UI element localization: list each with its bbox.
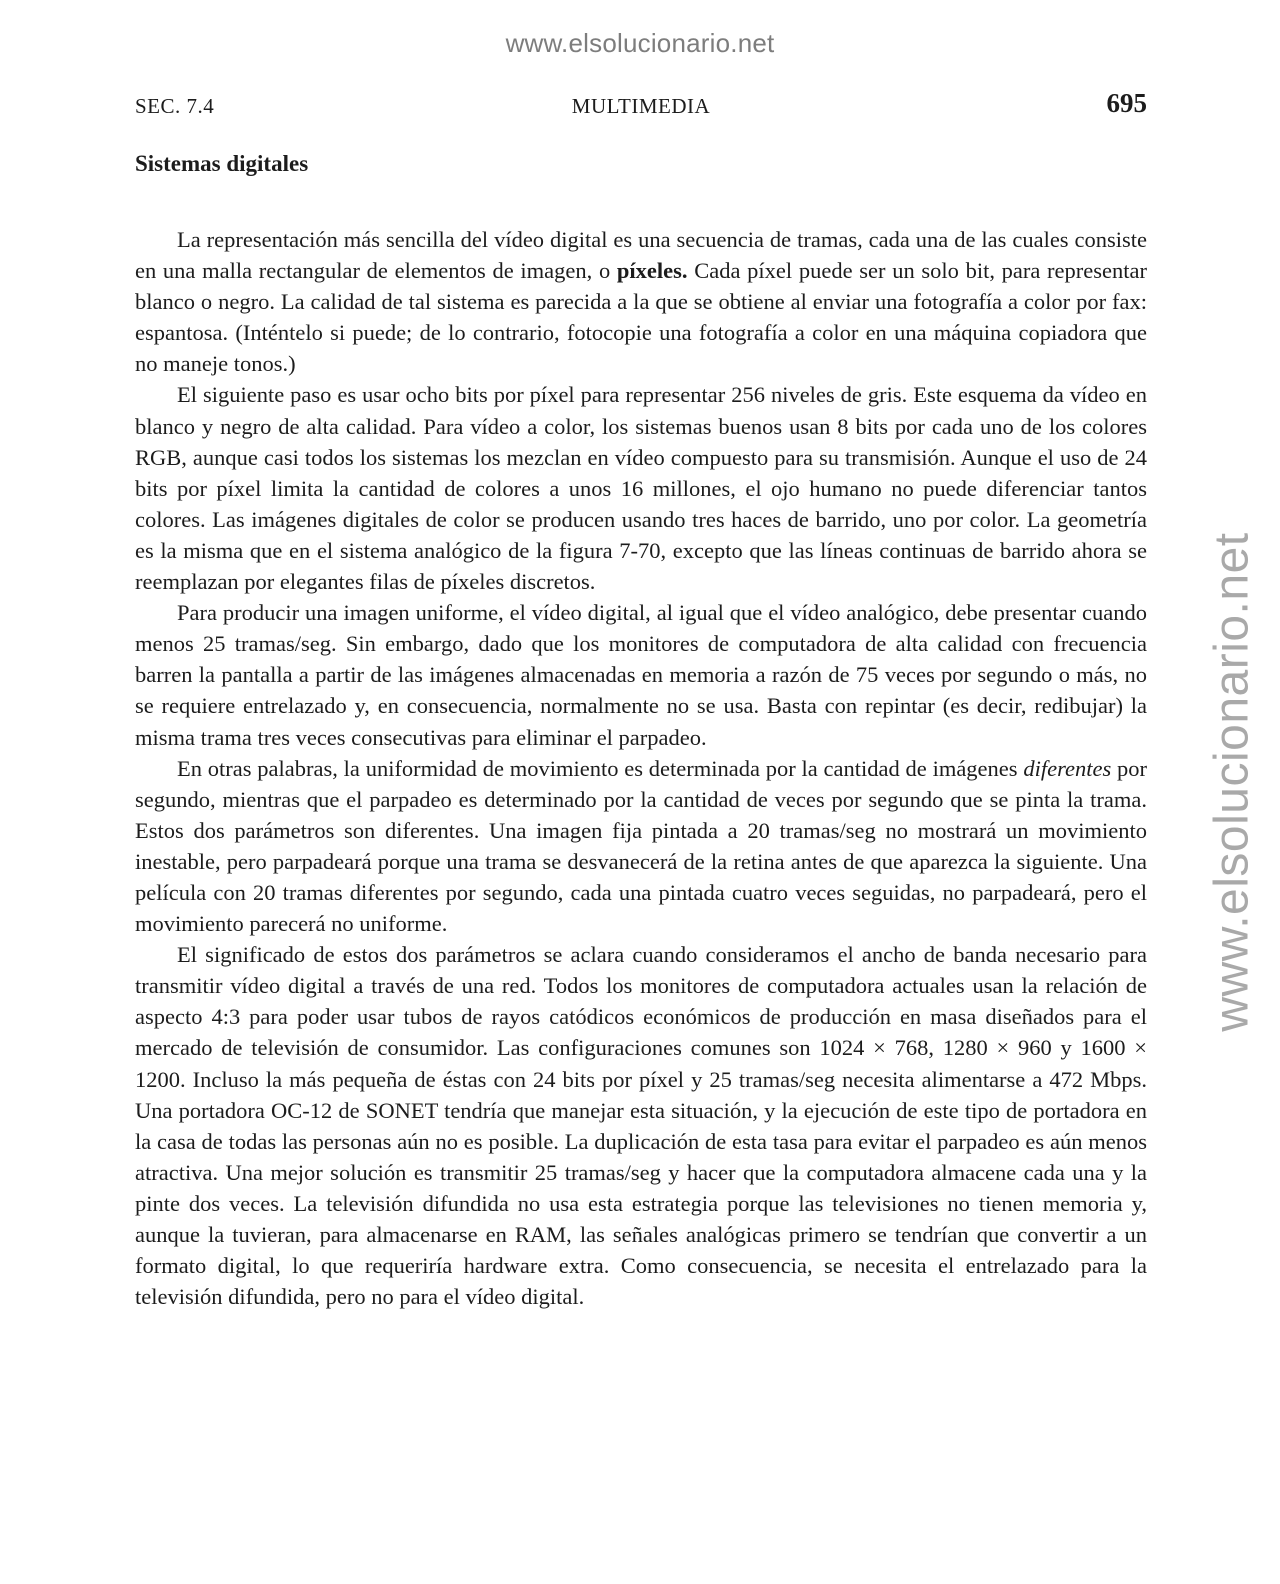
paragraph-2: El siguiente paso es usar ocho bits por píxel para representar 256 niveles de gris. Este esquema da vídeo en blanco y negro de alta calidad. Para vídeo a color, los sistemas buenos usan 8 bits por cada uno de los colores RGB, aunque casi todos los sistemas los mezclan en vídeo compuesto para su transmisión. Aunque el uso de 24 bits por píxel limita la cantidad de colores a unos 16 millones, el ojo humano no puede diferenciar tantos colores. Las imágenes digitales de color se producen usando tres haces de barrido, uno por color. La geometría es la misma que en el sistema analógico de la figura 7-70, excepto que las líneas continuas de barrido ahora se reemplazan por elegantes filas de píxeles discretos. xyxy=(135,382,1147,595)
running-head xyxy=(135,88,1147,128)
section-number: SEC. 7.4 xyxy=(135,94,215,118)
paragraph-1 xyxy=(135,224,1147,379)
section-heading: Sistemas digitales xyxy=(135,151,309,176)
paragraph-1-text-c: Cada píxel puede ser un solo bit, para representar blanco o negro. La calidad de tal sistema es parecida a la que se obtiene al enviar una fotografía a color por fax: espantosa. (Inténtelo si puede; de lo contrario, fotocopie una fotografía a color en una máquina copiadora que no maneje tonos.) xyxy=(135,258,1147,377)
paragraph-4-text-c: por segundo, mientras que el parpadeo es determinado por la cantidad de veces por segundo que se pinta la trama. Estos dos parámetros son diferentes. Una imagen fija pintada a 20 tramas/seg no mostrará un movimiento inestable, pero parpadeará porque una trama se desvanecerá de la retina antes de que aparezca la siguiente. Una película con 20 tramas diferentes por segundo, cada una pintada cuatro veces seguidas, no parpadeará, pero el movimiento parecerá no uniforme. xyxy=(135,755,1147,937)
paragraph-4-text-a: En otras palabras, la uniformidad de movimiento es determinada por la cantidad de imágenes xyxy=(177,755,1024,781)
paragraph-5: El significado de estos dos parámetros se aclara cuando consideramos el ancho de banda necesario para transmitir vídeo digital a través de una red. Todos los monitores de computadora actuales usan la relación de aspecto 4:3 para poder usar tubos de rayos catódicos económicos de producción en masa diseñados para el mercado de televisión de consumidor. Las configuraciones comunes son 1024 × 768, 1280 × 960 y 1600 × 1200. Incluso la más pequeña de éstas con 24 bits por píxel y 25 tramas/seg necesita alimentarse a 472 Mbps. Una portadora OC-12 de SONET tendría que manejar esta situación, y la ejecución de este tipo de portadora en la casa de todas las personas aún no es posible. La duplicación de esta tasa para evitar el parpadeo es aún menos atractiva. Una mejor solución es transmitir 25 tramas/seg y hacer que la computadora almacene cada una y la pinte dos veces. La televisión difundida no usa esta estrategia porque las televisiones no tienen memoria y, aunque la tuvieran, para almacenarse en RAM, las señales analógicas primero se tendrían que convertir a un formato digital, lo que requeriría hardware extra. Como consecuencia, se necesita el entrelazado para la televisión difundida, pero no para el vídeo digital. xyxy=(135,942,1147,1310)
watermark-top: www.elsolucionario.net xyxy=(505,28,775,58)
term-pixeles: píxeles. xyxy=(616,258,688,284)
paragraph-1-text-a: La representación más sencilla del vídeo digital es una secuencia de tramas, cada una de las cuales consiste en una malla rectangular de elementos de imagen, o xyxy=(135,227,1147,284)
body-text xyxy=(135,224,1147,1312)
emphasis-diferentes: diferentes xyxy=(1023,755,1112,781)
paragraph-3: Para producir una imagen uniforme, el vídeo digital, al igual que el vídeo analógico, debe presentar cuando menos 25 tramas/seg. Sin embargo, dado que los monitores de computadora de alta calidad con frecuencia barren la pantalla a partir de las imágenes almacenadas en memoria a razón de 75 veces por segundo o más, no se requiere entrelazado y, en consecuencia, normalmente no se usa. Basta con repintar (es decir, redibujar) la misma trama tres veces consecutivas para eliminar el parpadeo. xyxy=(135,600,1147,750)
paragraph-4 xyxy=(135,753,1147,940)
watermark-side: www.elsolucionario.net xyxy=(1205,532,1259,1032)
chapter-title: MULTIMEDIA xyxy=(571,94,711,118)
page-number: 695 xyxy=(1106,88,1147,118)
